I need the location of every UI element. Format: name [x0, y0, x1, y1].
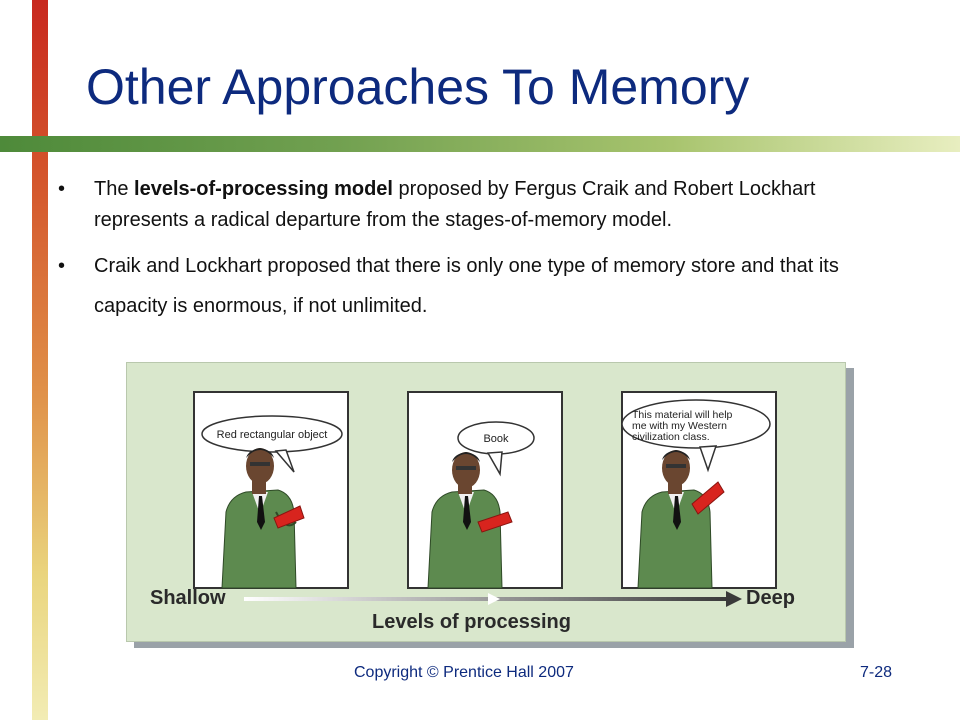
left-accent-bar: [32, 0, 48, 720]
levels-of-processing-figure: [126, 362, 854, 646]
bullet-item-one-memory-store: [58, 246, 898, 326]
panel-1: [194, 392, 348, 588]
bullet-text-bold-term: levels-of-processing model: [134, 178, 393, 200]
slide-title: Other Approaches To Memory: [86, 59, 750, 115]
speech-text-3-line-1: This material will help: [632, 409, 733, 421]
bullet-text-pre: The: [94, 178, 135, 200]
panel-2: [408, 392, 562, 588]
bullet-list: [58, 174, 898, 326]
speech-text-3-line-2: me with my Western: [632, 420, 727, 432]
processing-arrowhead-right: [726, 591, 742, 607]
axis-label-levels: Levels of processing: [372, 611, 571, 633]
axis-label-shallow: Shallow: [150, 587, 226, 609]
bullet-marker: •: [58, 255, 66, 277]
axis-label-deep: Deep: [746, 587, 795, 609]
title-underline-bar: [0, 136, 960, 152]
figure-illustration: [126, 362, 854, 648]
speech-text-2: Book: [483, 433, 509, 445]
slide-number: 7-28: [860, 664, 893, 681]
bullet-item-levels-of-processing: [58, 174, 898, 236]
bullet-text-post: proposed by Fergus Craik and Robert Lockhart represents a radical departure from the stages-of-memory model.: [94, 178, 816, 231]
bullet-text: Craik and Lockhart proposed that there is only one type of memory store and that its capacity is enormous, if not unlimited.: [94, 255, 839, 317]
copyright-text: Copyright © Prentice Hall 2007: [354, 664, 574, 681]
speech-text-3-line-3: civilization class.: [632, 431, 710, 443]
processing-arrow-shaft: [244, 597, 728, 601]
panel-3: [622, 392, 776, 588]
processing-arrowhead-mid: [488, 593, 500, 605]
processing-axis: [150, 587, 795, 633]
speech-text-1: Red rectangular object: [216, 429, 328, 441]
bullet-marker: •: [58, 178, 66, 200]
